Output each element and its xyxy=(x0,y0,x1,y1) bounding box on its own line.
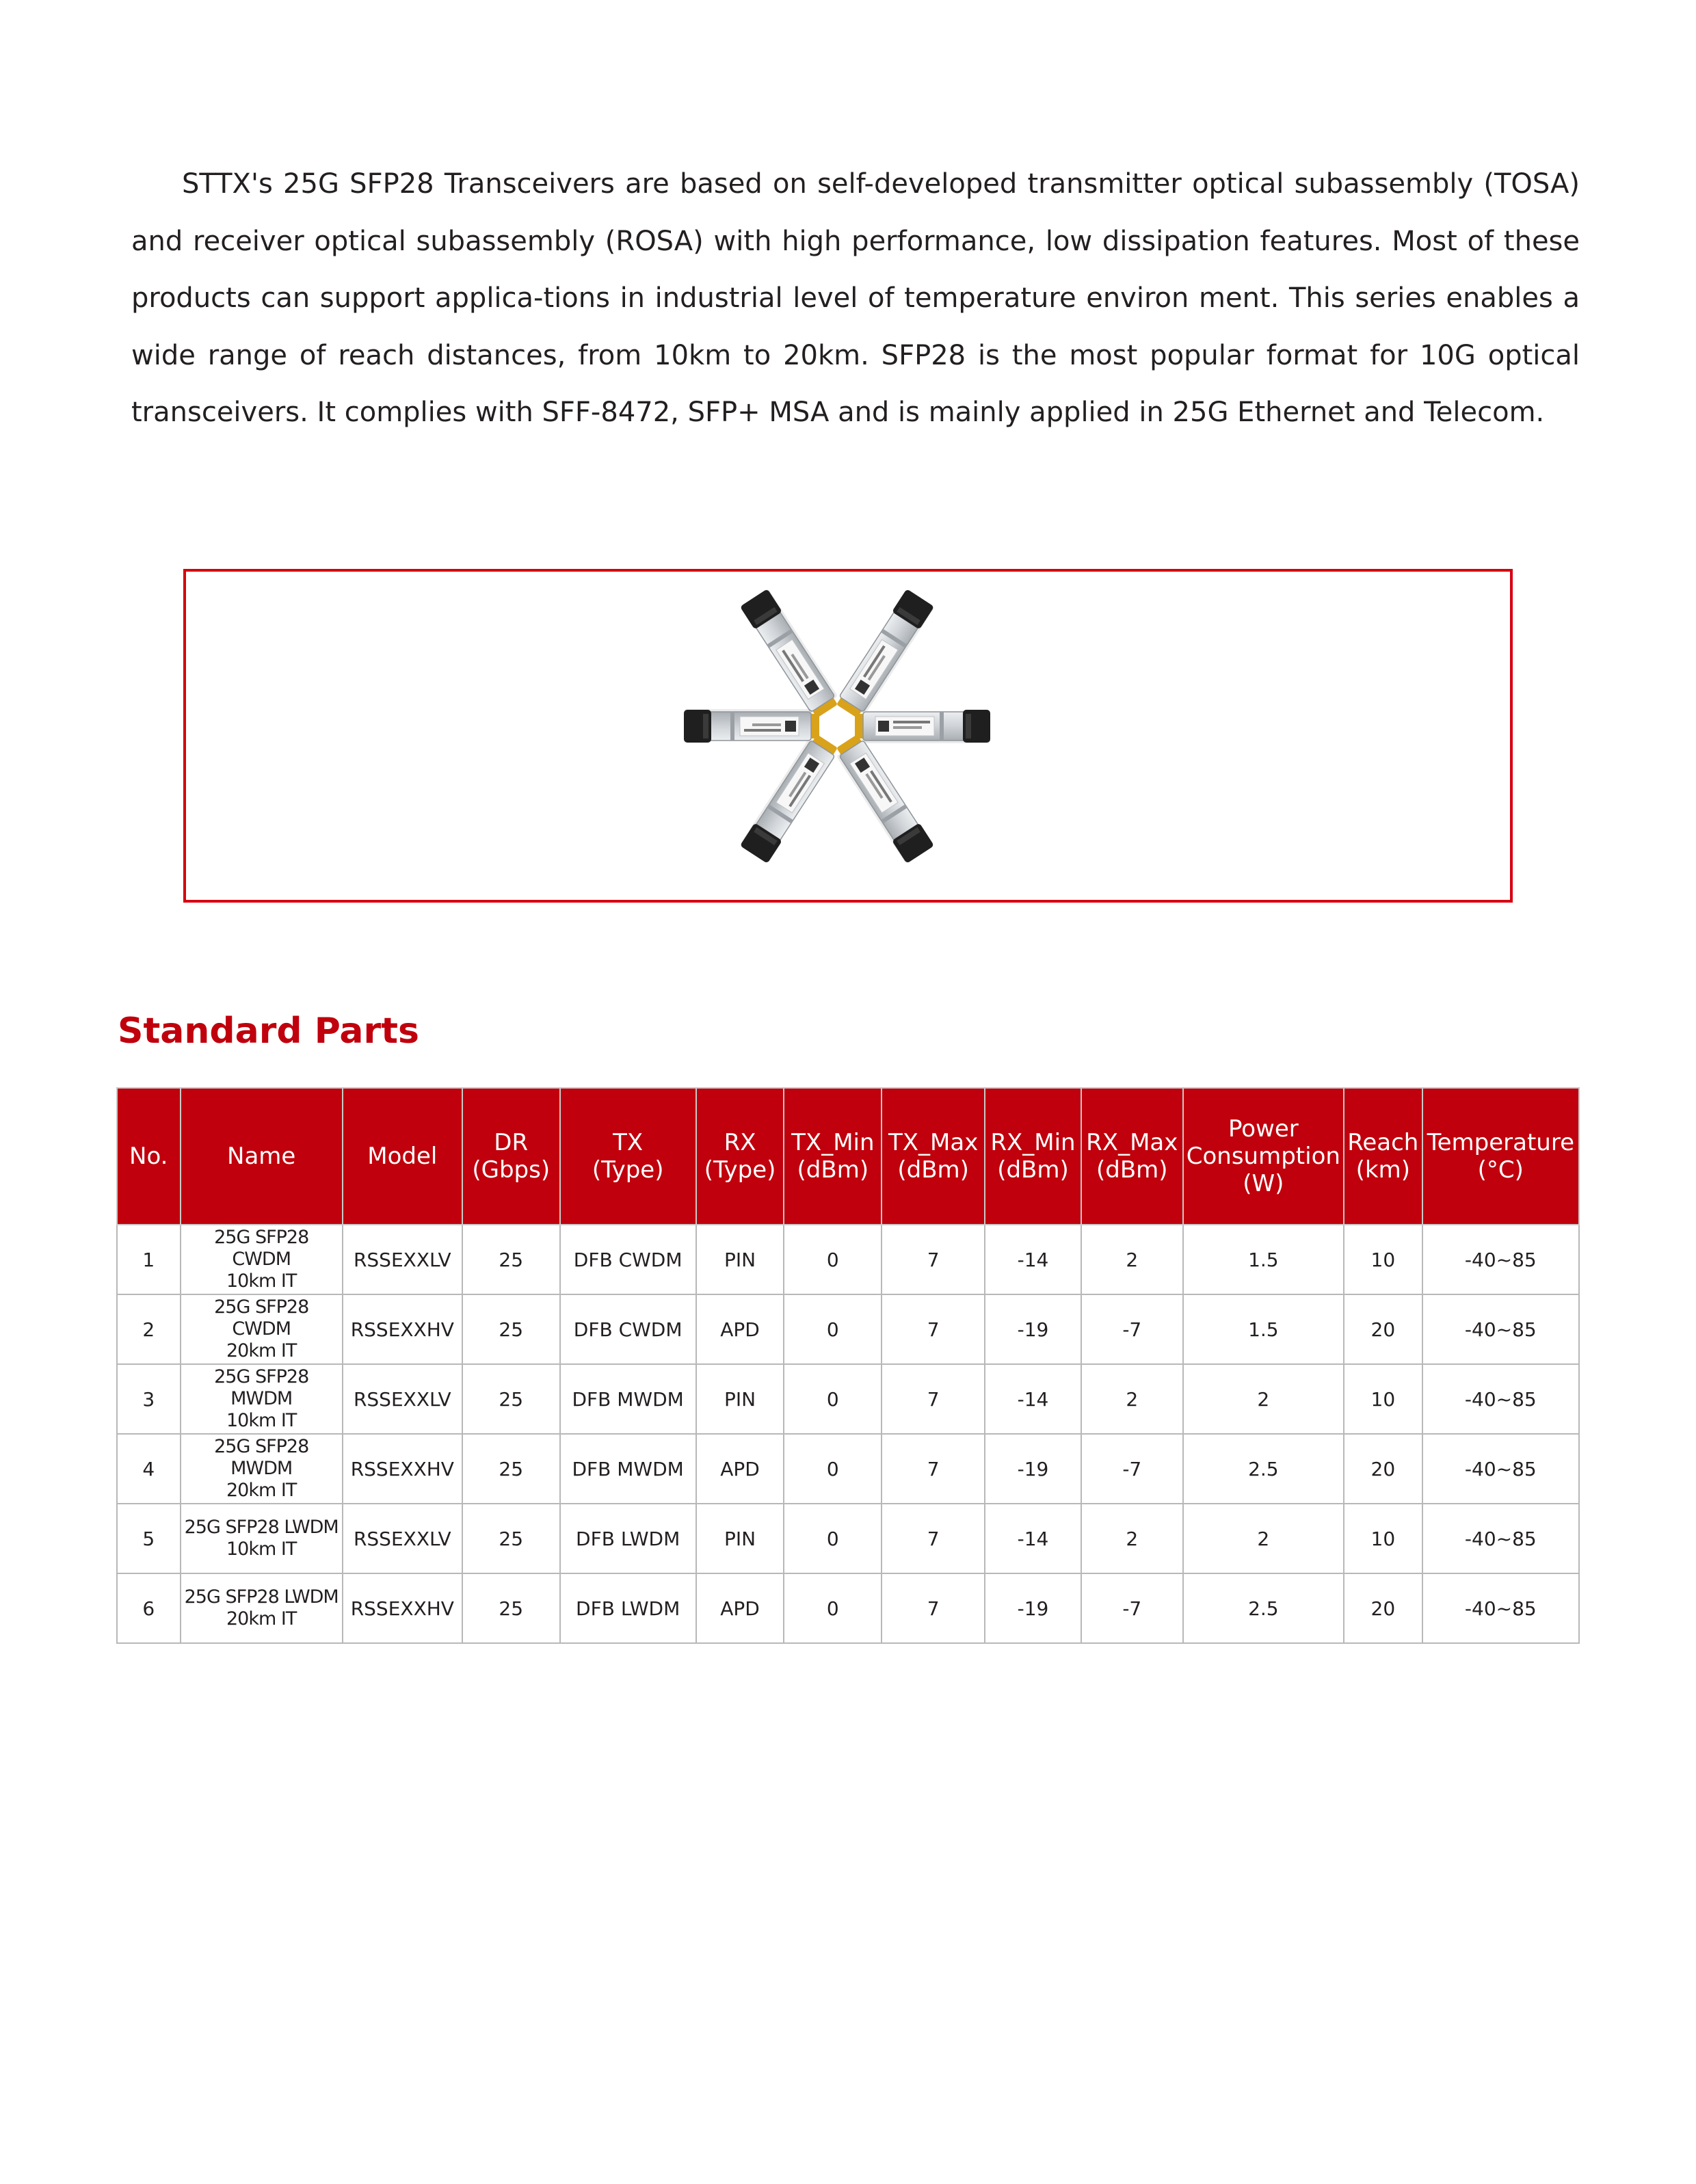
cell-temp: -40~85 xyxy=(1422,1504,1579,1573)
cell-no: 1 xyxy=(117,1225,181,1294)
column-header xyxy=(696,1088,784,1225)
cell-tx: DFB MWDM xyxy=(560,1434,696,1504)
column-header-text: (dBm) xyxy=(997,1156,1069,1184)
cell-name xyxy=(181,1504,343,1573)
cell-name xyxy=(181,1573,343,1643)
column-header xyxy=(462,1088,560,1225)
column-header-text: (Gbps) xyxy=(472,1156,551,1184)
table-row xyxy=(117,1225,1579,1294)
cell-temp: -40~85 xyxy=(1422,1225,1579,1294)
column-header xyxy=(1344,1088,1422,1225)
standard-parts-table xyxy=(116,1087,1580,1644)
cell-name-line: 25G SFP28 MWDM xyxy=(214,1436,309,1479)
cell-no: 3 xyxy=(117,1364,181,1434)
cell-no: 2 xyxy=(117,1294,181,1364)
product-image-frame xyxy=(183,569,1513,903)
column-header-text: RX xyxy=(724,1129,756,1156)
table-row xyxy=(117,1573,1579,1643)
cell-name-line: 10km IT xyxy=(226,1270,297,1292)
column-header-text: DR xyxy=(494,1129,529,1156)
cell-power: 1.5 xyxy=(1183,1225,1344,1294)
column-header-text: RX_Max xyxy=(1086,1129,1178,1156)
cell-tx-min: 0 xyxy=(784,1573,882,1643)
cell-rx: PIN xyxy=(696,1504,784,1573)
cell-tx-max: 7 xyxy=(882,1504,985,1573)
cell-tx: DFB MWDM xyxy=(560,1364,696,1434)
cell-rx-min: -19 xyxy=(985,1434,1081,1504)
cell-rx-max: 2 xyxy=(1081,1225,1183,1294)
column-header-text: Temperature xyxy=(1427,1129,1574,1156)
cell-no: 6 xyxy=(117,1573,181,1643)
cell-name xyxy=(181,1364,343,1434)
cell-model: RSSEXXLV xyxy=(343,1225,462,1294)
cell-power: 2.5 xyxy=(1183,1434,1344,1504)
column-header xyxy=(560,1088,696,1225)
column-header-text: (dBm) xyxy=(897,1156,969,1184)
cell-rx: APD xyxy=(696,1294,784,1364)
cell-name-line: 20km IT xyxy=(226,1340,297,1361)
cell-rx: PIN xyxy=(696,1225,784,1294)
cell-tx-max: 7 xyxy=(882,1225,985,1294)
cell-reach: 10 xyxy=(1344,1504,1422,1573)
cell-model: RSSEXXHV xyxy=(343,1434,462,1504)
cell-tx: DFB LWDM xyxy=(560,1573,696,1643)
table-row xyxy=(117,1294,1579,1364)
cell-name-line: 20km IT xyxy=(226,1480,297,1501)
transceiver-module-5 xyxy=(739,732,841,864)
column-header xyxy=(784,1088,882,1225)
cell-reach: 20 xyxy=(1344,1294,1422,1364)
cell-dr: 25 xyxy=(462,1504,560,1573)
cell-dr: 25 xyxy=(462,1294,560,1364)
cell-power: 2 xyxy=(1183,1504,1344,1573)
column-header xyxy=(1081,1088,1183,1225)
sfp28-modules-image xyxy=(186,572,1510,900)
column-header-text: TX_Max xyxy=(888,1129,979,1156)
cell-model: RSSEXXHV xyxy=(343,1573,462,1643)
cell-tx: DFB CWDM xyxy=(560,1294,696,1364)
cell-name-line: 25G SFP28 LWDM xyxy=(184,1517,339,1538)
section-title: Standard Parts xyxy=(118,1011,419,1052)
cell-rx-max: -7 xyxy=(1081,1434,1183,1504)
cell-temp: -40~85 xyxy=(1422,1434,1579,1504)
cell-temp: -40~85 xyxy=(1422,1364,1579,1434)
table-header-row xyxy=(117,1088,1579,1225)
cell-model: RSSEXXLV xyxy=(343,1364,462,1434)
cell-name-line: 10km IT xyxy=(226,1410,297,1431)
cell-tx-min: 0 xyxy=(784,1504,882,1573)
transceiver-module-4 xyxy=(832,732,934,864)
cell-power: 1.5 xyxy=(1183,1294,1344,1364)
table-row xyxy=(117,1504,1579,1573)
column-header-text: (dBm) xyxy=(797,1156,869,1184)
cell-dr: 25 xyxy=(462,1434,560,1504)
cell-tx-max: 7 xyxy=(882,1573,985,1643)
cell-tx-max: 7 xyxy=(882,1364,985,1434)
column-header xyxy=(343,1088,462,1225)
cell-name-line: 10km IT xyxy=(226,1539,297,1560)
cell-power: 2 xyxy=(1183,1364,1344,1434)
cell-reach: 20 xyxy=(1344,1573,1422,1643)
cell-rx-min: -14 xyxy=(985,1364,1081,1434)
column-header-text: TX_Min xyxy=(791,1129,875,1156)
cell-no: 5 xyxy=(117,1504,181,1573)
cell-tx: DFB CWDM xyxy=(560,1225,696,1294)
cell-name-line: 25G SFP28 CWDM xyxy=(214,1296,309,1340)
column-header xyxy=(181,1088,343,1225)
cell-model: RSSEXXLV xyxy=(343,1504,462,1573)
transceiver-module-2 xyxy=(833,589,935,721)
column-header-text: (km) xyxy=(1355,1156,1410,1184)
cell-rx: APD xyxy=(696,1573,784,1643)
column-header-text: (W) xyxy=(1243,1170,1284,1197)
cell-power: 2.5 xyxy=(1183,1573,1344,1643)
cell-tx-min: 0 xyxy=(784,1294,882,1364)
cell-tx-max: 7 xyxy=(882,1294,985,1364)
cell-rx: PIN xyxy=(696,1364,784,1434)
cell-rx-max: 2 xyxy=(1081,1364,1183,1434)
cell-name-line: 25G SFP28 LWDM xyxy=(184,1586,339,1608)
table-row xyxy=(117,1364,1579,1434)
transceiver-module-3 xyxy=(855,710,990,743)
cell-tx-max: 7 xyxy=(882,1434,985,1504)
column-header-text: Model xyxy=(367,1143,438,1170)
cell-tx-min: 0 xyxy=(784,1364,882,1434)
cell-reach: 20 xyxy=(1344,1434,1422,1504)
transceiver-module-1 xyxy=(740,589,842,721)
intro-paragraph: STTX's 25G SFP28 Transceivers are based on self-developed transmitter optical subassembly (TOSA) and receiver optical subassembly (ROSA) with high performance, low dissipation features. Most of these products can support applica-tions in industrial level of temperature environ ment. This series enables a wide range of reach distances, from 10km to 20km. SFP28 is the most popular format for 10G optical transceivers. It complies with SFF-8472, SFP+ MSA and is mainly applied in 25G Ethernet and Telecom. xyxy=(131,168,1580,428)
table-row xyxy=(117,1434,1579,1504)
column-header-text: Reach xyxy=(1347,1129,1419,1156)
cell-reach: 10 xyxy=(1344,1364,1422,1434)
column-header-text: Consumption xyxy=(1186,1143,1340,1170)
column-header-text: (Type) xyxy=(704,1156,776,1184)
cell-rx-min: -19 xyxy=(985,1573,1081,1643)
cell-rx-min: -19 xyxy=(985,1294,1081,1364)
transceiver-module-6 xyxy=(684,709,819,743)
cell-name xyxy=(181,1434,343,1504)
cell-tx-min: 0 xyxy=(784,1434,882,1504)
column-header-text: RX_Min xyxy=(990,1129,1076,1156)
column-header xyxy=(117,1088,181,1225)
column-header-text: Name xyxy=(227,1143,296,1170)
cell-model: RSSEXXHV xyxy=(343,1294,462,1364)
cell-name-line: 25G SFP28 MWDM xyxy=(214,1366,309,1409)
cell-name-line: 20km IT xyxy=(226,1608,297,1629)
cell-rx-max: 2 xyxy=(1081,1504,1183,1573)
column-header-text: (°C) xyxy=(1477,1156,1524,1184)
cell-temp: -40~85 xyxy=(1422,1573,1579,1643)
column-header-text: (dBm) xyxy=(1096,1156,1168,1184)
cell-dr: 25 xyxy=(462,1225,560,1294)
cell-rx-max: -7 xyxy=(1081,1294,1183,1364)
cell-reach: 10 xyxy=(1344,1225,1422,1294)
column-header-text: Power xyxy=(1228,1115,1299,1143)
column-header xyxy=(882,1088,985,1225)
column-header xyxy=(1422,1088,1579,1225)
cell-name xyxy=(181,1225,343,1294)
cell-dr: 25 xyxy=(462,1364,560,1434)
column-header xyxy=(1183,1088,1344,1225)
cell-name-line: 25G SFP28 CWDM xyxy=(214,1227,309,1270)
column-header xyxy=(985,1088,1081,1225)
column-header-text: No. xyxy=(129,1143,168,1170)
column-header-text: TX xyxy=(613,1129,644,1156)
cell-rx-min: -14 xyxy=(985,1225,1081,1294)
cell-no: 4 xyxy=(117,1434,181,1504)
cell-tx: DFB LWDM xyxy=(560,1504,696,1573)
cell-rx: APD xyxy=(696,1434,784,1504)
cell-name xyxy=(181,1294,343,1364)
cell-rx-max: -7 xyxy=(1081,1573,1183,1643)
cell-dr: 25 xyxy=(462,1573,560,1643)
cell-temp: -40~85 xyxy=(1422,1294,1579,1364)
cell-tx-min: 0 xyxy=(784,1225,882,1294)
column-header-text: (Type) xyxy=(592,1156,664,1184)
cell-rx-min: -14 xyxy=(985,1504,1081,1573)
